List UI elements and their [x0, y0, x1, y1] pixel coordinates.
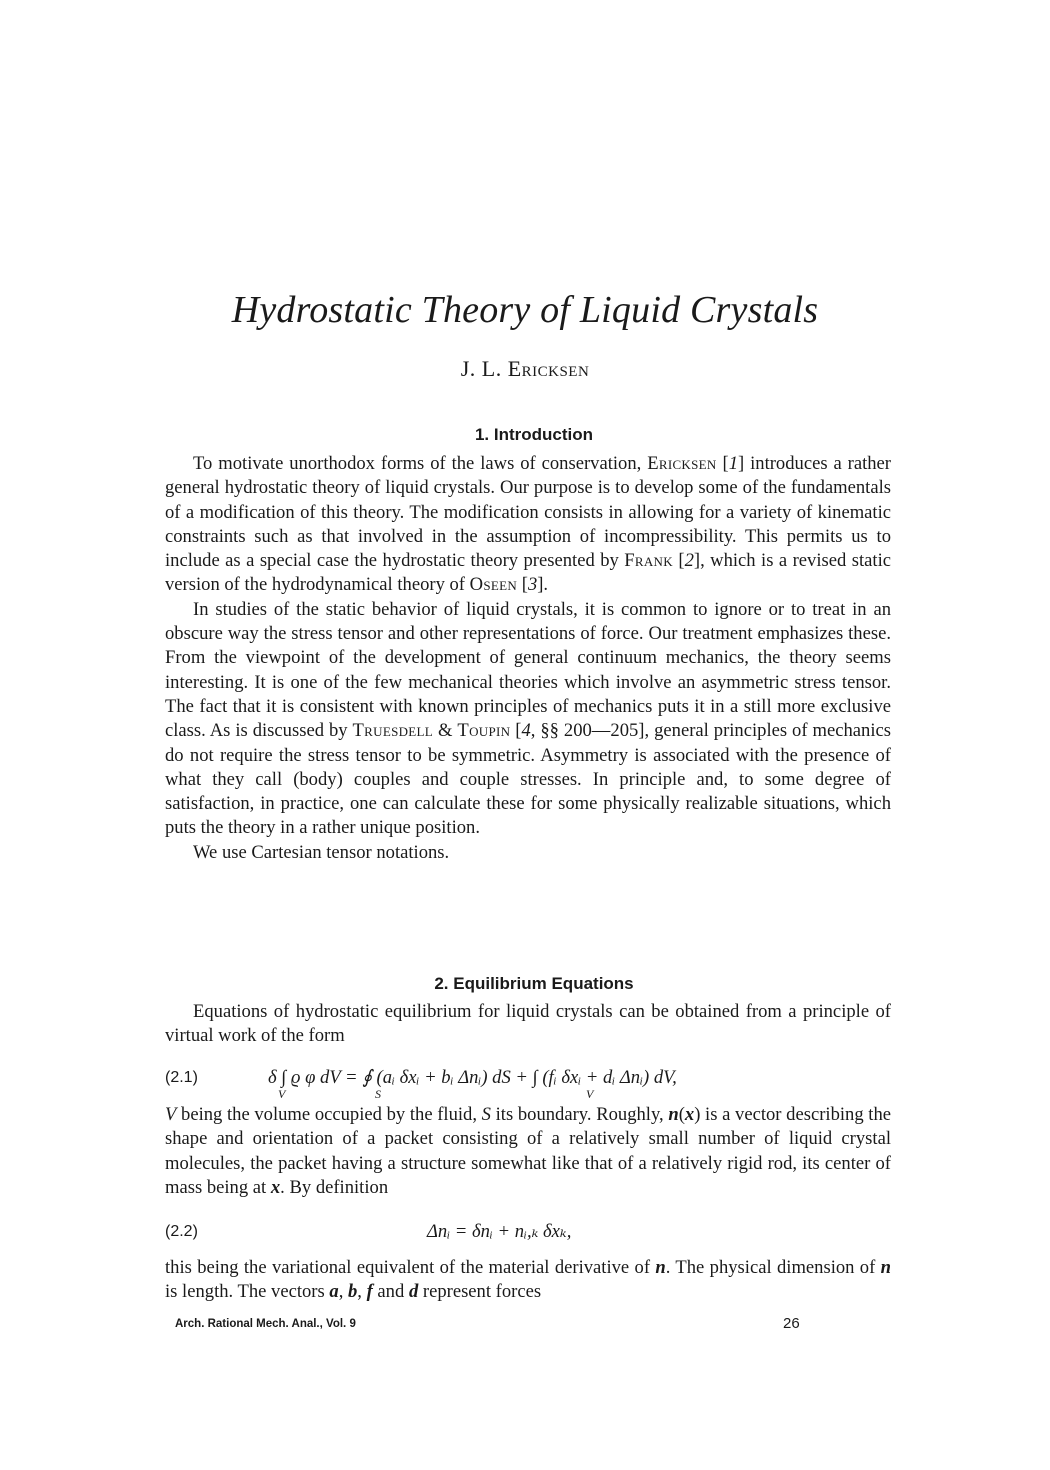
math-symbol: n — [655, 1257, 666, 1278]
text-run: being the volume occupied by the fluid, — [176, 1104, 482, 1125]
text-run: ], which is a revised static version of the hydrodynamical theory of — [165, 550, 891, 596]
integral-limit: V — [586, 1087, 594, 1101]
cited-author: Oseen — [469, 574, 518, 596]
equation-2-1 — [165, 1066, 891, 1106]
author-name: J. L. Ericksen — [460, 356, 590, 381]
equation-number: (2.1) — [165, 1069, 198, 1086]
text-run: this being the variational equivalent of the material derivative of — [165, 1257, 656, 1278]
text-run: , — [338, 1281, 348, 1303]
equilibrium-continued — [165, 1256, 891, 1305]
paragraph — [165, 452, 891, 598]
citation-section: , §§ 200—205 — [530, 720, 639, 742]
integral-limit: V — [278, 1087, 286, 1101]
math-symbol: n — [880, 1257, 892, 1278]
text-run: and — [372, 1281, 409, 1303]
integral-limits — [268, 1086, 868, 1102]
introduction-body — [165, 452, 891, 865]
equation-number: (2.2) — [165, 1223, 198, 1240]
equation-2-2 — [165, 1220, 891, 1260]
text-run: & — [433, 720, 458, 742]
text-run: its boundary. Roughly, — [490, 1104, 669, 1125]
text-run: ( — [678, 1104, 685, 1125]
paragraph: We use Cartesian tensor notations. — [193, 841, 450, 863]
cited-author: Ericksen — [647, 453, 717, 474]
text-run: ], general principles of mechanics do not require the stress tensor to be symmetric. Asymmetry is associated with the presence of what they call (body) couples and couple stresses. In principle and, to some degree of satisfaction, in practice, one can calculate these for some physically realizable situations, which puts the theory in a rather unique position. — [165, 720, 891, 839]
text-run: [ — [716, 453, 729, 474]
citation-number[interactable]: 4 — [521, 720, 531, 742]
paper-title: Hydrostatic Theory of Liquid Crystals — [231, 289, 819, 331]
integral-limit: S — [375, 1087, 381, 1101]
cited-author: Frank — [624, 550, 673, 572]
text-run: is length. The vectors — [165, 1281, 330, 1303]
citation-number[interactable]: 1 — [728, 453, 738, 474]
journal-footer: Arch. Rational Mech. Anal., Vol. 9 — [175, 1318, 356, 1330]
paragraph — [165, 598, 891, 841]
math-symbol: x — [684, 1104, 695, 1125]
text-run: [ — [672, 550, 685, 572]
text-run: , — [357, 1281, 367, 1303]
section-heading-introduction: 1. Introduction — [474, 425, 594, 444]
cited-author: Truesdell — [352, 720, 434, 742]
text-run: [ — [510, 720, 522, 742]
text-run: ]. — [537, 574, 549, 596]
paragraph: Equations of hydrostatic equilibrium for liquid crystals can be obtained from a principle of virtual work of the form — [165, 1001, 891, 1047]
paragraph — [165, 1103, 891, 1200]
citation-number[interactable]: 3 — [527, 574, 538, 596]
math-symbol: S — [481, 1104, 491, 1125]
math-symbol: d — [408, 1281, 419, 1303]
text-run: [ — [517, 574, 528, 596]
text-run: To motivate unorthodox forms of the laws of conservation, — [193, 453, 648, 474]
text-run: represent forces — [418, 1281, 542, 1303]
text-run: In studies of the static behavior of liquid crystals, it is common to ignore or to treat in an obscure way the stress tensor and other representations of force. Our treatment emphasizes these. From the viewpoint of the development of general continuum mechanics, the theory seems interesting. It is one of the few mechanical theories which involve an asymmetric stress tensor. The fact that it is consistent with known principles of mechanics puts it in a still more exclusive class. As is discussed by — [165, 598, 891, 742]
text-run: . The physical dimension of — [665, 1257, 881, 1278]
equilibrium-body — [165, 1103, 891, 1200]
equation-body: Δnᵢ = δnᵢ + nᵢ,ₖ δxₖ, — [427, 1221, 572, 1242]
citation-number[interactable]: 2 — [684, 550, 694, 572]
cited-author: Toupin — [457, 720, 511, 742]
math-symbol: b — [347, 1281, 358, 1303]
math-symbol: n — [668, 1104, 679, 1125]
text-run: ) is a vector describing the shape and orientation of a packet consisting of a relatively small number of liquid crystal molecules, the packet having a structure somewhat like that of a relatively rigid rod, its center of mass being at — [165, 1104, 892, 1198]
equilibrium-intro — [165, 1000, 891, 1049]
math-symbol: x — [270, 1176, 281, 1198]
paragraph — [165, 1256, 891, 1305]
page-number: 26 — [783, 1315, 800, 1332]
math-symbol: a — [329, 1281, 339, 1303]
section-heading-equilibrium: 2. Equilibrium Equations — [434, 974, 634, 993]
equation-body: δ ∫ ϱ φ dV = ∮ (aᵢ δxᵢ + bᵢ Δnᵢ) dS + ∫ (fᵢ δxᵢ + dᵢ Δnᵢ) dV, — [268, 1067, 677, 1088]
math-symbol: V — [165, 1104, 177, 1125]
math-symbol: f — [366, 1281, 373, 1303]
text-run: ] introduces a rather general hydrostatic theory of liquid crystals. Our purpose is to develop some of the fundamentals of a modification of this theory. The modification consists in allowing for a variety of kinematic constraints such as that involved in the assumption of incompressibility. This permits us to include as a special case the hydrostatic theory presented by — [165, 453, 891, 572]
text-run: . By definition — [280, 1176, 389, 1198]
